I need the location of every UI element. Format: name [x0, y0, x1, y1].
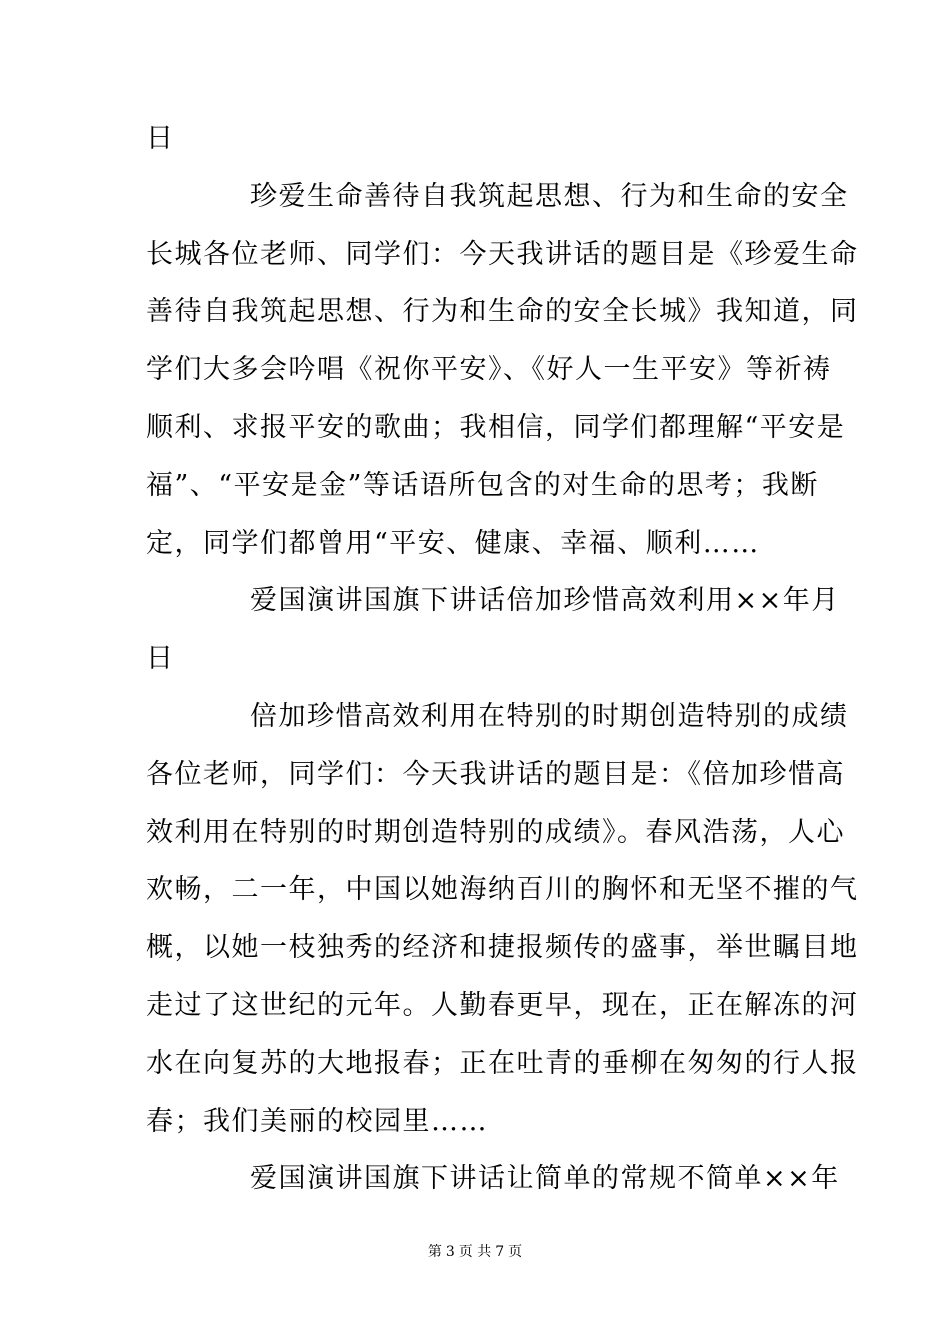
text-line: 春；我们美丽的校园里……: [146, 1105, 488, 1137]
text-line: 各位老师，同学们：今天我讲话的题目是：《倍加珍惜高: [146, 758, 845, 790]
paragraph-start-line: 珍爱生命善待自我筑起思想、行为和生命的安全: [250, 180, 849, 212]
current-page-number: 3: [445, 1244, 455, 1260]
page-footer: [0, 1242, 950, 1262]
document-body: [146, 110, 859, 1208]
text-line: 善待自我筑起思想、行为和生命的安全长城》我知道，同: [146, 296, 859, 328]
paragraph-start-line: 爱国演讲国旗下讲话让简单的常规不简单××年: [250, 1163, 840, 1195]
text-line: 学们大多会吟唱《祝你平安》、《好人一生平安》等祈祷: [146, 354, 832, 386]
text-line: 顺利、求报平安的歌曲；我相信，同学们都理解“平安是: [146, 411, 846, 443]
text-line: 定，同学们都曾用“平安、健康、幸福、顺利……: [146, 527, 760, 559]
footer-label-after: 页: [508, 1244, 523, 1260]
text-line: 长城各位老师、同学们：今天我讲话的题目是《珍爱生命: [146, 238, 859, 270]
footer-label-before: 第: [427, 1244, 442, 1260]
paragraph-start-line: 倍加珍惜高效利用在特别的时期创造特别的成绩: [250, 700, 849, 732]
total-page-number: 7: [495, 1244, 505, 1260]
text-line: 福”、“平安是金”等话语所包含的对生命的思考；我断: [146, 469, 819, 501]
text-line: 欢畅，二一年，中国以她海纳百川的胸怀和无坚不摧的气: [146, 874, 859, 906]
text-line: 走过了这世纪的元年。人勤春更早，现在，正在解冻的河: [146, 989, 859, 1021]
text-line: 水在向复苏的大地报春；正在吐青的垂柳在匆匆的行人报: [146, 1047, 859, 1079]
text-line: 日: [146, 643, 175, 675]
text-line: 概，以她一枝独秀的经济和捷报频传的盛事，举世瞩目地: [146, 932, 859, 964]
text-line: 效利用在特别的时期创造特别的成绩》。春风浩荡，人心: [146, 816, 845, 848]
footer-label-middle: 页 共: [458, 1244, 492, 1260]
text-line: 日: [146, 123, 175, 154]
paragraph-start-line: 爱国演讲国旗下讲话倍加珍惜高效利用××年月: [250, 585, 840, 617]
